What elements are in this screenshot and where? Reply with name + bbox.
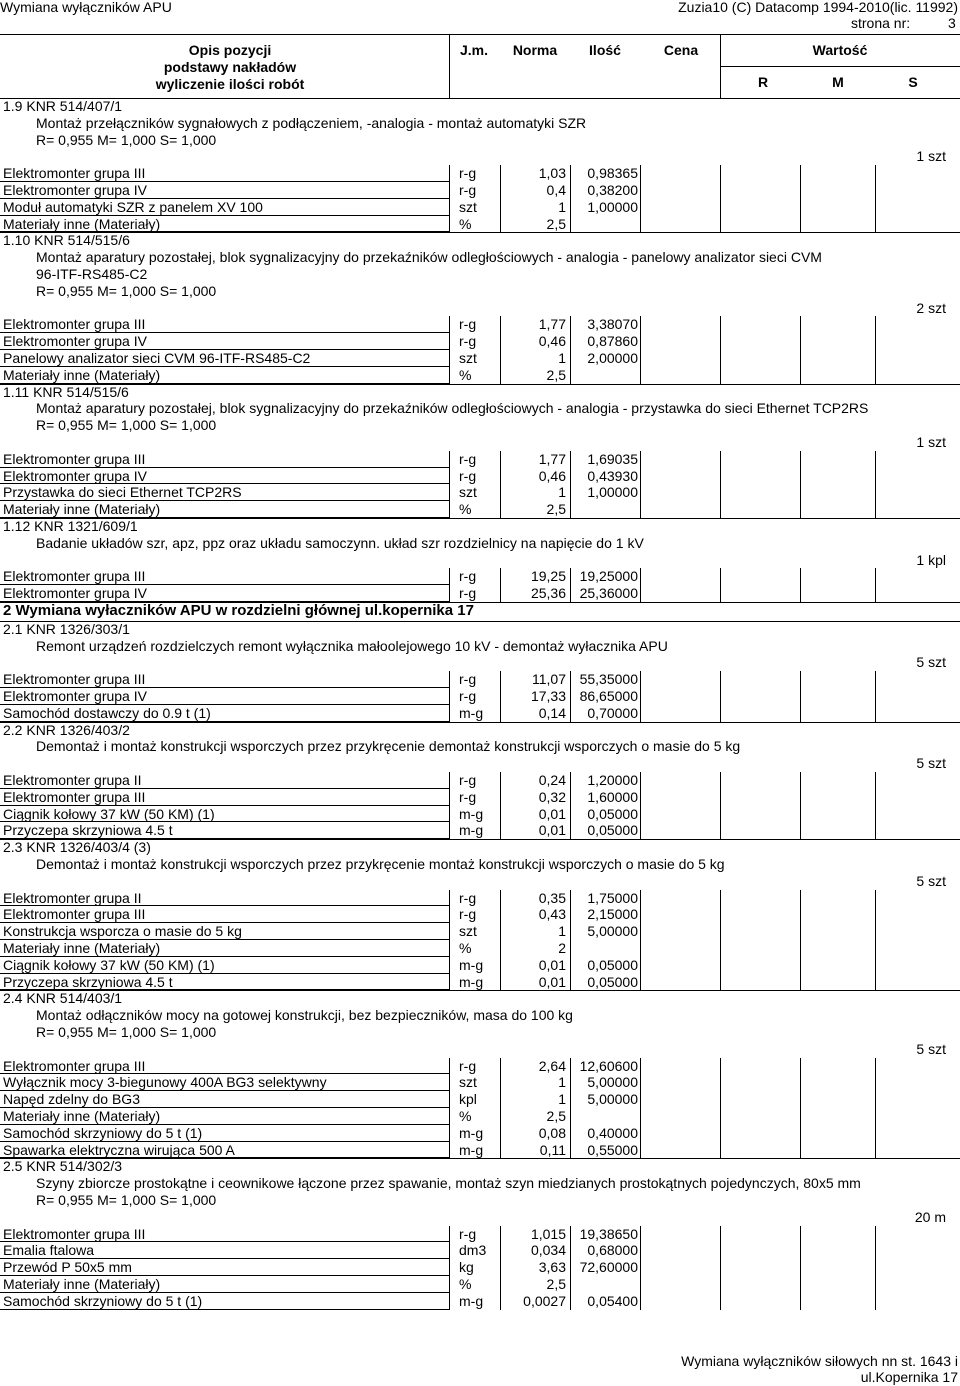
resource-norm: 1,77 bbox=[538, 450, 566, 467]
row-col-divider bbox=[500, 568, 501, 602]
opis-line-3: wyliczenie ilości robót bbox=[155, 76, 305, 92]
row-col-divider bbox=[640, 772, 641, 839]
row-col-divider bbox=[449, 451, 450, 518]
resource-name: Samochód skrzyniowy do 5 t (1) bbox=[3, 1292, 203, 1309]
document-title: Wymiana wyłączników APU bbox=[0, 0, 172, 15]
resource-name: Elektromonter grupa III bbox=[3, 450, 146, 467]
row-underline bbox=[0, 722, 960, 723]
position-code: 2.1 KNR 1326/303/1 bbox=[3, 620, 130, 637]
resource-norm: 1 bbox=[558, 1074, 566, 1091]
position-coefficients: R= 0,955 M= 1,000 S= 1,000 bbox=[36, 131, 217, 148]
row-col-divider bbox=[720, 671, 721, 721]
row-col-divider bbox=[875, 890, 876, 991]
position-code: 1.9 KNR 514/407/1 bbox=[3, 98, 123, 114]
resource-quantity: 25,36000 bbox=[579, 585, 638, 602]
resource-norm: 2,5 bbox=[546, 1276, 566, 1292]
row-col-divider bbox=[570, 772, 571, 839]
column-header-cena: Cena bbox=[663, 42, 699, 58]
resource-name: Elektromonter grupa III bbox=[3, 568, 146, 585]
row-col-divider bbox=[449, 671, 450, 721]
resource-name: Spawarka elektryczna wirująca 500 A bbox=[3, 1141, 235, 1158]
position-quantity: 5 szt bbox=[916, 755, 946, 772]
resource-quantity: 1,60000 bbox=[587, 788, 638, 805]
resource-unit: r-g bbox=[459, 182, 477, 198]
row-col-divider bbox=[875, 165, 876, 232]
position-quantity: 2 szt bbox=[916, 299, 946, 316]
resource-quantity: 0,38200 bbox=[587, 182, 638, 198]
resource-unit: m-g bbox=[459, 1292, 484, 1309]
resource-name: Materiały inne (Materiały) bbox=[3, 501, 161, 518]
resource-norm: 0,08 bbox=[538, 1124, 566, 1141]
resource-norm: 2,5 bbox=[546, 501, 566, 518]
resource-norm: 0,01 bbox=[538, 805, 566, 822]
row-col-divider bbox=[570, 1058, 571, 1159]
row-col-divider bbox=[800, 568, 801, 602]
footer-line-1: Wymiana wyłączników siłowych nn st. 1643 i bbox=[681, 1353, 958, 1369]
page-label: strona nr: bbox=[851, 15, 911, 31]
resource-unit: r-g bbox=[459, 467, 477, 484]
resource-unit: szt bbox=[459, 198, 477, 215]
position-coefficients: R= 0,955 M= 1,000 S= 1,000 bbox=[36, 282, 217, 299]
resource-quantity: 2,00000 bbox=[587, 350, 638, 366]
position-quantity: 5 szt bbox=[916, 1040, 946, 1057]
resource-unit: % bbox=[459, 501, 472, 518]
resource-name: Materiały inne (Materiały) bbox=[3, 940, 161, 956]
resource-unit: szt bbox=[459, 350, 477, 366]
resource-unit: szt bbox=[459, 1074, 477, 1091]
resource-norm: 19,25 bbox=[530, 568, 566, 585]
row-col-divider bbox=[875, 451, 876, 518]
resource-norm: 0,0027 bbox=[523, 1292, 566, 1309]
position-code: 1.10 KNR 514/515/6 bbox=[3, 232, 130, 249]
resource-unit: % bbox=[459, 366, 472, 383]
position-description: Montaż aparatury pozostałej, blok sygnalizacyjny do przekaźników odległościowych - analogia - przystawka do sieci Ethernet TCP2RS bbox=[36, 400, 869, 417]
resource-norm: 2,64 bbox=[538, 1057, 566, 1074]
row-col-divider bbox=[449, 165, 450, 232]
resource-unit: r-g bbox=[459, 585, 477, 602]
resource-quantity: 1,20000 bbox=[587, 772, 638, 788]
row-col-divider bbox=[570, 165, 571, 232]
resource-name: Emalia ftalowa bbox=[3, 1242, 95, 1259]
resource-name: Konstrukcja wsporcza o masie do 5 kg bbox=[3, 923, 242, 940]
resource-name: Elektromonter grupa IV bbox=[3, 467, 147, 484]
resource-name: Przystawka do sieci Ethernet TCP2RS bbox=[3, 484, 242, 501]
resource-name: Materiały inne (Materiały) bbox=[3, 1276, 161, 1292]
resource-quantity: 72,60000 bbox=[579, 1259, 638, 1276]
row-col-divider bbox=[449, 1226, 450, 1310]
resource-norm: 0,01 bbox=[538, 973, 566, 990]
resource-norm: 1,77 bbox=[538, 316, 566, 333]
row-col-divider bbox=[570, 890, 571, 991]
resource-norm: 1,03 bbox=[538, 165, 566, 182]
resource-unit: r-g bbox=[459, 1057, 477, 1074]
resource-unit: r-g bbox=[459, 889, 477, 906]
column-header-jm: J.m. bbox=[459, 42, 488, 58]
resource-norm: 1 bbox=[558, 1091, 566, 1108]
resource-quantity: 2,15000 bbox=[587, 906, 638, 923]
row-col-divider bbox=[800, 451, 801, 518]
row-col-divider bbox=[720, 165, 721, 232]
row-col-divider bbox=[800, 1226, 801, 1310]
row-col-divider bbox=[570, 671, 571, 721]
resource-unit: r-g bbox=[459, 316, 477, 333]
row-col-divider bbox=[570, 451, 571, 518]
row-col-divider bbox=[800, 772, 801, 839]
resource-unit: szt bbox=[459, 923, 477, 940]
position-code: 2.3 KNR 1326/403/4 (3) bbox=[3, 839, 151, 856]
resource-quantity: 1,00000 bbox=[587, 484, 638, 501]
resource-unit: m-g bbox=[459, 704, 484, 721]
resource-norm: 2,5 bbox=[546, 215, 566, 232]
row-col-divider bbox=[570, 568, 571, 602]
resource-quantity: 19,38650 bbox=[579, 1225, 638, 1242]
row-col-divider bbox=[875, 568, 876, 602]
row-underline bbox=[0, 990, 960, 991]
resource-norm: 2,5 bbox=[546, 1108, 566, 1124]
position-quantity: 20 m bbox=[914, 1208, 946, 1225]
resource-unit: r-g bbox=[459, 165, 477, 182]
resource-norm: 11,07 bbox=[532, 671, 566, 688]
resource-quantity: 12,60600 bbox=[579, 1057, 638, 1074]
row-col-divider bbox=[720, 1058, 721, 1159]
position-description: Badanie układów szr, apz, ppz oraz układu samoczynn. układ szr rozdzielnicy na napięcie do 1 kV bbox=[36, 534, 644, 551]
resource-name: Przyczepa skrzyniowa 4.5 t bbox=[3, 822, 173, 839]
position-description: 96-ITF-RS485-C2 bbox=[36, 266, 148, 282]
resource-quantity: 5,00000 bbox=[587, 923, 638, 940]
position-code: 2.5 KNR 514/302/3 bbox=[3, 1158, 123, 1175]
resource-unit: r-g bbox=[459, 450, 477, 467]
row-col-divider bbox=[500, 890, 501, 991]
position-code: 1.12 KNR 1321/609/1 bbox=[3, 518, 138, 534]
resource-unit: r-g bbox=[459, 772, 477, 788]
resource-quantity: 1,00000 bbox=[587, 198, 638, 215]
row-col-divider bbox=[500, 1058, 501, 1159]
row-col-divider bbox=[640, 568, 641, 602]
row-col-divider bbox=[640, 451, 641, 518]
section-title: 2 Wymiana wyłaczników APU w rozdzielni głównej ul.kopernika 17 bbox=[3, 602, 474, 619]
position-quantity: 1 szt bbox=[916, 148, 946, 165]
footer-line-2: ul.Kopernika 17 bbox=[860, 1369, 958, 1385]
row-col-divider bbox=[500, 1226, 501, 1310]
row-col-divider bbox=[449, 890, 450, 991]
column-header-m: M bbox=[832, 74, 844, 90]
row-col-divider bbox=[720, 316, 721, 383]
resource-unit: % bbox=[459, 1108, 472, 1124]
resource-name: Samochód dostawczy do 0.9 t (1) bbox=[3, 704, 211, 721]
row-col-divider bbox=[800, 890, 801, 991]
resource-name: Panelowy analizator sieci CVM 96-ITF-RS485-C2 bbox=[3, 350, 311, 366]
row-col-divider bbox=[570, 1226, 571, 1310]
position-coefficients: R= 0,955 M= 1,000 S= 1,000 bbox=[36, 1024, 217, 1040]
position-description: Montaż aparatury pozostałej, blok sygnalizacyjny do przekaźników odległościowych - analogia - panelowy analizator sieci CVM bbox=[36, 249, 822, 266]
row-col-divider bbox=[640, 165, 641, 232]
row-col-divider bbox=[640, 890, 641, 991]
position-description: Demontaż i montaż konstrukcji wsporczych przez przykręcenie montaż konstrukcji wsporczych o masie do 5 kg bbox=[36, 856, 725, 872]
resource-norm: 0,01 bbox=[538, 956, 566, 973]
resource-name: Ciągnik kołowy 37 kW (50 KM) (1) bbox=[3, 805, 215, 822]
row-col-divider bbox=[800, 671, 801, 721]
resource-norm: 0,14 bbox=[538, 704, 566, 721]
resource-unit: dm3 bbox=[459, 1242, 487, 1259]
row-col-divider bbox=[449, 316, 450, 383]
row-col-divider bbox=[875, 1058, 876, 1159]
row-underline bbox=[0, 1309, 449, 1310]
row-col-divider bbox=[500, 316, 501, 383]
software-license: Zuzia10 (C) Datacomp 1994-2010(lic. 11992) bbox=[678, 0, 958, 15]
resource-norm: 0,11 bbox=[539, 1141, 566, 1158]
row-col-divider bbox=[800, 165, 801, 232]
resource-name: Elektromonter grupa IV bbox=[3, 333, 147, 350]
resource-norm: 25,36 bbox=[530, 585, 566, 602]
resource-unit: r-g bbox=[459, 568, 477, 585]
resource-name: Napęd zdelny do BG3 bbox=[3, 1091, 140, 1108]
resource-name: Elektromonter grupa III bbox=[3, 906, 146, 923]
resource-unit: r-g bbox=[459, 688, 477, 704]
row-underline bbox=[0, 98, 960, 99]
resource-norm: 0,35 bbox=[538, 889, 566, 906]
position-code: 1.11 KNR 514/515/6 bbox=[3, 383, 129, 400]
resource-norm: 1 bbox=[558, 350, 566, 366]
resource-unit: szt bbox=[459, 484, 477, 501]
resource-unit: % bbox=[459, 1276, 472, 1292]
resource-name: Elektromonter grupa IV bbox=[3, 688, 147, 704]
resource-unit: r-g bbox=[459, 1225, 477, 1242]
resource-unit: r-g bbox=[459, 788, 477, 805]
resource-quantity: 0,40000 bbox=[587, 1124, 638, 1141]
resource-name: Elektromonter grupa III bbox=[3, 316, 146, 333]
position-quantity: 5 szt bbox=[916, 872, 946, 889]
resource-name: Elektromonter grupa II bbox=[3, 889, 142, 906]
position-quantity: 1 kpl bbox=[916, 551, 946, 568]
resource-norm: 1 bbox=[558, 923, 566, 940]
resource-quantity: 86,65000 bbox=[579, 688, 638, 704]
row-underline bbox=[0, 232, 960, 233]
resource-norm: 0,43 bbox=[538, 906, 566, 923]
resource-unit: m-g bbox=[459, 973, 484, 990]
resource-quantity: 55,35000 bbox=[579, 671, 638, 688]
column-header-wartosc: Wartość bbox=[812, 42, 868, 58]
resource-unit: m-g bbox=[459, 1124, 484, 1141]
resource-name: Wyłącznik mocy 3-biegunowy 400A BG3 selektywny bbox=[3, 1074, 327, 1091]
row-col-divider bbox=[500, 451, 501, 518]
resource-name: Elektromonter grupa II bbox=[3, 772, 142, 788]
column-header-ilosc: Ilość bbox=[589, 42, 621, 58]
resource-unit: m-g bbox=[459, 1141, 484, 1158]
row-col-divider bbox=[720, 568, 721, 602]
resource-name: Elektromonter grupa III bbox=[3, 1225, 146, 1242]
resource-norm: 2 bbox=[558, 940, 566, 956]
resource-quantity: 0,70000 bbox=[587, 704, 638, 721]
resource-unit: kg bbox=[459, 1259, 474, 1276]
resource-norm: 3,63 bbox=[538, 1259, 566, 1276]
resource-norm: 0,46 bbox=[538, 467, 566, 484]
position-description: Szyny zbiorcze prostokątne i ceownikowe łączone przez spawanie, montaż szyn miedzianych prostokątnych pojedynczych, 80x5 mm bbox=[36, 1175, 861, 1192]
opis-line-1: Opis pozycji bbox=[188, 42, 272, 58]
column-header-r: R bbox=[757, 74, 769, 90]
resource-quantity: 1,75000 bbox=[587, 889, 638, 906]
position-coefficients: R= 0,955 M= 1,000 S= 1,000 bbox=[36, 1192, 217, 1208]
row-col-divider bbox=[500, 772, 501, 839]
position-quantity: 5 szt bbox=[916, 654, 946, 671]
position-description: Montaż odłączników mocy na gotowej konstrukcji, bez bezpieczników, masa do 100 kg bbox=[36, 1007, 573, 1024]
resource-unit: m-g bbox=[459, 822, 484, 839]
row-col-divider bbox=[875, 671, 876, 721]
row-col-divider bbox=[720, 890, 721, 991]
resource-quantity: 0,55000 bbox=[587, 1141, 638, 1158]
resource-name: Samochód skrzyniowy do 5 t (1) bbox=[3, 1124, 203, 1141]
resource-name: Elektromonter grupa III bbox=[3, 165, 146, 182]
resource-unit: r-g bbox=[459, 906, 477, 923]
row-underline bbox=[0, 518, 960, 519]
resource-norm: 0,01 bbox=[538, 822, 566, 839]
resource-quantity: 0,05400 bbox=[587, 1292, 638, 1309]
resource-unit: r-g bbox=[459, 671, 477, 688]
resource-quantity: 0,87860 bbox=[587, 333, 638, 350]
resource-quantity: 19,25000 bbox=[579, 568, 638, 585]
resource-quantity: 1,69035 bbox=[587, 450, 638, 467]
resource-norm: 17,33 bbox=[530, 688, 566, 704]
row-col-divider bbox=[500, 671, 501, 721]
row-col-divider bbox=[875, 772, 876, 839]
row-col-divider bbox=[800, 316, 801, 383]
row-col-divider bbox=[640, 1226, 641, 1310]
resource-quantity: 0,98365 bbox=[587, 165, 638, 182]
resource-norm: 1 bbox=[558, 484, 566, 501]
row-col-divider bbox=[720, 1226, 721, 1310]
row-col-divider bbox=[500, 165, 501, 232]
position-description: Montaż przełączników sygnałowych z podłączeniem, -analogia - montaż automatyki SZR bbox=[36, 114, 587, 131]
resource-name: Elektromonter grupa III bbox=[3, 671, 146, 688]
resource-unit: m-g bbox=[459, 805, 484, 822]
resource-norm: 2,5 bbox=[546, 366, 566, 383]
column-header-s: S bbox=[908, 74, 918, 90]
resource-norm: 1,015 bbox=[530, 1225, 566, 1242]
resource-quantity: 0,05000 bbox=[587, 805, 638, 822]
row-col-divider bbox=[800, 1058, 801, 1159]
resource-name: Przyczepa skrzyniowa 4.5 t bbox=[3, 973, 173, 990]
resource-unit: % bbox=[459, 940, 472, 956]
resource-name: Materiały inne (Materiały) bbox=[3, 1108, 161, 1124]
row-col-divider bbox=[640, 671, 641, 721]
resource-quantity: 0,05000 bbox=[587, 973, 638, 990]
resource-name: Materiały inne (Materiały) bbox=[3, 366, 161, 383]
position-code: 2.2 KNR 1326/403/2 bbox=[3, 721, 130, 738]
resource-norm: 0,32 bbox=[538, 788, 566, 805]
resource-name: Elektromonter grupa IV bbox=[3, 585, 147, 602]
position-description: Remont urządzeń rozdzielczych remont wyłącznika małoolejowego 10 kV - demontaż wyłacznika APU bbox=[36, 637, 668, 654]
position-quantity: 1 szt bbox=[916, 434, 946, 450]
row-col-divider bbox=[640, 1058, 641, 1159]
resource-quantity: 3,38070 bbox=[587, 316, 638, 333]
position-description: Demontaż i montaż konstrukcji wsporczych przez przykręcenie demontaż konstrukcji wsporczych o masie do 5 kg bbox=[36, 738, 741, 755]
opis-line-2: podstawy nakładów bbox=[163, 59, 297, 75]
resource-name: Elektromonter grupa IV bbox=[3, 182, 147, 198]
column-header-norma: Norma bbox=[512, 42, 558, 58]
resource-name: Przewód P 50x5 mm bbox=[3, 1259, 132, 1276]
resource-name: Elektromonter grupa III bbox=[3, 788, 146, 805]
row-col-divider bbox=[720, 772, 721, 839]
resource-name: Elektromonter grupa III bbox=[3, 1057, 146, 1074]
row-underline bbox=[0, 384, 960, 385]
row-col-divider bbox=[570, 316, 571, 383]
row-col-divider bbox=[720, 451, 721, 518]
resource-quantity: 0,05000 bbox=[587, 822, 638, 839]
resource-quantity: 0,68000 bbox=[587, 1242, 638, 1259]
resource-norm: 0,24 bbox=[538, 772, 566, 788]
resource-unit: r-g bbox=[459, 333, 477, 350]
row-col-divider bbox=[449, 1058, 450, 1159]
resource-unit: m-g bbox=[459, 956, 484, 973]
resource-norm: 1 bbox=[558, 198, 566, 215]
page-number: 3 bbox=[948, 15, 956, 31]
resource-quantity: 5,00000 bbox=[587, 1074, 638, 1091]
resource-quantity: 5,00000 bbox=[587, 1091, 638, 1108]
resource-norm: 0,4 bbox=[546, 182, 566, 198]
resource-name: Ciągnik kołowy 37 kW (50 KM) (1) bbox=[3, 956, 215, 973]
row-col-divider bbox=[875, 1226, 876, 1310]
row-col-divider bbox=[875, 316, 876, 383]
resource-unit: % bbox=[459, 215, 472, 232]
resource-name: Materiały inne (Materiały) bbox=[3, 215, 161, 232]
resource-norm: 0,46 bbox=[538, 333, 566, 350]
resource-quantity: 0,43930 bbox=[587, 467, 638, 484]
row-col-divider bbox=[449, 568, 450, 602]
resource-unit: kpl bbox=[459, 1091, 477, 1108]
row-underline bbox=[0, 621, 960, 622]
position-coefficients: R= 0,955 M= 1,000 S= 1,000 bbox=[36, 417, 217, 434]
row-underline bbox=[0, 1158, 960, 1159]
position-code: 2.4 KNR 514/403/1 bbox=[3, 990, 123, 1007]
resource-quantity: 0,05000 bbox=[587, 956, 638, 973]
row-col-divider bbox=[449, 772, 450, 839]
resource-norm: 0,034 bbox=[530, 1242, 566, 1259]
resource-name: Moduł automatyki SZR z panelem XV 100 bbox=[3, 198, 263, 215]
row-col-divider bbox=[640, 316, 641, 383]
